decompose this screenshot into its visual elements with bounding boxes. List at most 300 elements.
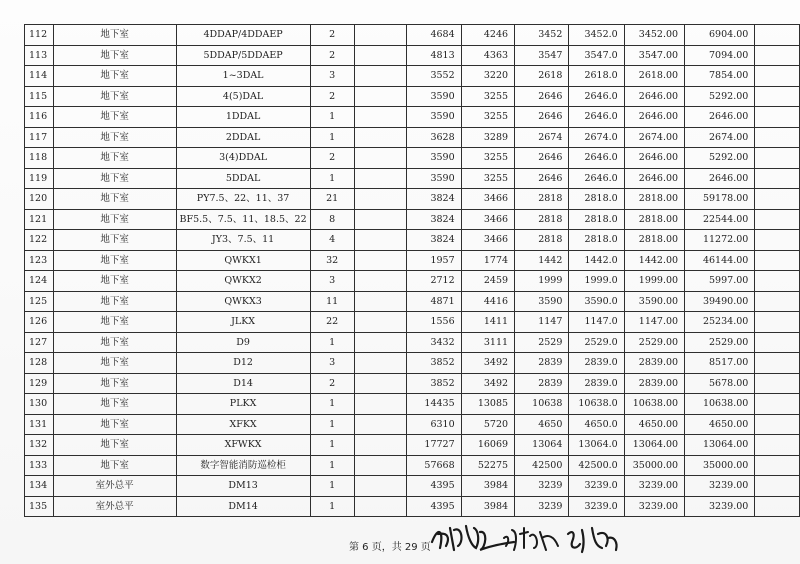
blank-cell [354, 291, 407, 312]
price-2-cell: 3466 [461, 230, 514, 251]
price-1-cell: 3590 [407, 148, 461, 169]
table-row [25, 66, 800, 87]
price-5-cell: 2646.00 [624, 86, 684, 107]
price-3-cell: 2839 [515, 353, 569, 374]
blank-cell [354, 271, 407, 292]
table-row [25, 394, 800, 415]
area-cell: 室外总平 [53, 476, 176, 497]
item-name-cell: 2DDAL [176, 127, 310, 148]
price-5-cell: 2674.00 [624, 127, 684, 148]
area-cell: 地下室 [53, 25, 176, 46]
total-cell: 5292.00 [685, 148, 755, 169]
table-row [25, 435, 800, 456]
price-1-cell: 4813 [407, 45, 461, 66]
price-5-cell: 3590.00 [624, 291, 684, 312]
item-name-cell: QWKX3 [176, 291, 310, 312]
price-3-cell: 2646 [515, 148, 569, 169]
empty-cell [755, 455, 800, 476]
price-2-cell: 2459 [461, 271, 514, 292]
price-3-cell: 2618 [515, 66, 569, 87]
total-cell: 6904.00 [685, 25, 755, 46]
blank-cell [354, 312, 407, 333]
price-4-cell: 2818.0 [569, 209, 624, 230]
area-cell: 地下室 [53, 230, 176, 251]
price-5-cell: 2646.00 [624, 168, 684, 189]
price-3-cell: 2646 [515, 168, 569, 189]
item-name-cell: XFKX [176, 414, 310, 435]
row-number-cell: 120 [25, 189, 54, 210]
price-3-cell: 10638 [515, 394, 569, 415]
price-2-cell: 3289 [461, 127, 514, 148]
blank-cell [354, 435, 407, 456]
table-row [25, 373, 800, 394]
empty-cell [755, 496, 800, 517]
price-4-cell: 2818.0 [569, 230, 624, 251]
area-cell: 地下室 [53, 168, 176, 189]
empty-cell [755, 394, 800, 415]
item-name-cell: PLKX [176, 394, 310, 415]
quantity-cell: 32 [310, 250, 354, 271]
item-name-cell: 4DDAP/4DDAEP [176, 25, 310, 46]
area-cell: 地下室 [53, 250, 176, 271]
price-5-cell: 2839.00 [624, 353, 684, 374]
price-3-cell: 1147 [515, 312, 569, 333]
price-4-cell: 2839.0 [569, 353, 624, 374]
table-row [25, 312, 800, 333]
total-cell: 59178.00 [685, 189, 755, 210]
empty-cell [755, 127, 800, 148]
item-name-cell: QWKX1 [176, 250, 310, 271]
total-cell: 5678.00 [685, 373, 755, 394]
empty-cell [755, 373, 800, 394]
row-number-cell: 117 [25, 127, 54, 148]
price-1-cell: 3552 [407, 66, 461, 87]
price-5-cell: 2839.00 [624, 373, 684, 394]
quantity-cell: 1 [310, 394, 354, 415]
price-2-cell: 3492 [461, 353, 514, 374]
row-number-cell: 129 [25, 373, 54, 394]
price-1-cell: 4871 [407, 291, 461, 312]
price-4-cell: 2529.0 [569, 332, 624, 353]
quantity-cell: 1 [310, 168, 354, 189]
price-4-cell: 3239.0 [569, 476, 624, 497]
blank-cell [354, 332, 407, 353]
area-cell: 地下室 [53, 66, 176, 87]
price-3-cell: 42500 [515, 455, 569, 476]
blank-cell [354, 45, 407, 66]
price-2-cell: 1411 [461, 312, 514, 333]
item-name-cell: 5DDAL [176, 168, 310, 189]
row-number-cell: 119 [25, 168, 54, 189]
area-cell: 地下室 [53, 435, 176, 456]
area-cell: 地下室 [53, 127, 176, 148]
table-row [25, 455, 800, 476]
blank-cell [354, 353, 407, 374]
item-name-cell: 3(4)DDAL [176, 148, 310, 169]
empty-cell [755, 332, 800, 353]
area-cell: 地下室 [53, 394, 176, 415]
empty-cell [755, 414, 800, 435]
price-5-cell: 10638.00 [624, 394, 684, 415]
price-5-cell: 3239.00 [624, 476, 684, 497]
quantity-cell: 1 [310, 455, 354, 476]
price-3-cell: 2818 [515, 230, 569, 251]
total-cell: 13064.00 [685, 435, 755, 456]
table-row [25, 476, 800, 497]
row-number-cell: 113 [25, 45, 54, 66]
price-2-cell: 3984 [461, 496, 514, 517]
price-1-cell: 3852 [407, 353, 461, 374]
price-1-cell: 3824 [407, 230, 461, 251]
price-1-cell: 6310 [407, 414, 461, 435]
price-1-cell: 14435 [407, 394, 461, 415]
area-cell: 地下室 [53, 312, 176, 333]
area-cell: 地下室 [53, 414, 176, 435]
item-name-cell: DM14 [176, 496, 310, 517]
quantity-cell: 3 [310, 66, 354, 87]
quantity-cell: 1 [310, 435, 354, 456]
table-row [25, 332, 800, 353]
price-4-cell: 42500.0 [569, 455, 624, 476]
area-cell: 地下室 [53, 189, 176, 210]
price-2-cell: 3111 [461, 332, 514, 353]
row-number-cell: 116 [25, 107, 54, 128]
quantity-cell: 2 [310, 373, 354, 394]
total-cell: 7094.00 [685, 45, 755, 66]
price-4-cell: 2674.0 [569, 127, 624, 148]
blank-cell [354, 230, 407, 251]
row-number-cell: 128 [25, 353, 54, 374]
total-cell: 8517.00 [685, 353, 755, 374]
area-cell: 地下室 [53, 455, 176, 476]
price-5-cell: 3452.00 [624, 25, 684, 46]
quantity-cell: 1 [310, 476, 354, 497]
price-5-cell: 3239.00 [624, 496, 684, 517]
signature-2 [500, 520, 562, 556]
blank-cell [354, 250, 407, 271]
price-5-cell: 2618.00 [624, 66, 684, 87]
price-3-cell: 3590 [515, 291, 569, 312]
price-1-cell: 17727 [407, 435, 461, 456]
area-cell: 地下室 [53, 86, 176, 107]
blank-cell [354, 496, 407, 517]
total-cell: 22544.00 [685, 209, 755, 230]
quantity-cell: 2 [310, 86, 354, 107]
empty-cell [755, 107, 800, 128]
table-row [25, 189, 800, 210]
quantity-cell: 3 [310, 271, 354, 292]
price-3-cell: 2818 [515, 189, 569, 210]
table-row [25, 209, 800, 230]
signature-3 [562, 520, 622, 560]
quantity-cell: 22 [310, 312, 354, 333]
row-number-cell: 118 [25, 148, 54, 169]
table-row [25, 250, 800, 271]
quantity-cell: 11 [310, 291, 354, 312]
area-cell: 地下室 [53, 271, 176, 292]
table-row [25, 496, 800, 517]
area-cell: 地下室 [53, 148, 176, 169]
quantity-cell: 3 [310, 353, 354, 374]
table-row [25, 291, 800, 312]
quantity-cell: 1 [310, 414, 354, 435]
price-2-cell: 3255 [461, 168, 514, 189]
area-cell: 地下室 [53, 291, 176, 312]
price-1-cell: 1556 [407, 312, 461, 333]
row-number-cell: 134 [25, 476, 54, 497]
item-name-cell: DM13 [176, 476, 310, 497]
price-4-cell: 3547.0 [569, 45, 624, 66]
price-5-cell: 1999.00 [624, 271, 684, 292]
price-1-cell: 3590 [407, 107, 461, 128]
total-cell: 46144.00 [685, 250, 755, 271]
total-cell: 3239.00 [685, 476, 755, 497]
quantity-cell: 2 [310, 45, 354, 66]
item-name-cell: 1~3DAL [176, 66, 310, 87]
total-cell: 10638.00 [685, 394, 755, 415]
price-1-cell: 4395 [407, 476, 461, 497]
total-cell: 35000.00 [685, 455, 755, 476]
price-4-cell: 2646.0 [569, 107, 624, 128]
item-name-cell: D12 [176, 353, 310, 374]
table-row [25, 168, 800, 189]
total-cell: 3239.00 [685, 496, 755, 517]
blank-cell [354, 476, 407, 497]
blank-cell [354, 168, 407, 189]
blank-cell [354, 148, 407, 169]
row-number-cell: 126 [25, 312, 54, 333]
total-cell: 4650.00 [685, 414, 755, 435]
price-4-cell: 2618.0 [569, 66, 624, 87]
table-row [25, 271, 800, 292]
row-number-cell: 131 [25, 414, 54, 435]
item-name-cell: 5DDAP/5DDAEP [176, 45, 310, 66]
row-number-cell: 133 [25, 455, 54, 476]
price-3-cell: 4650 [515, 414, 569, 435]
empty-cell [755, 271, 800, 292]
price-5-cell: 2646.00 [624, 107, 684, 128]
price-1-cell: 3590 [407, 168, 461, 189]
blank-cell [354, 455, 407, 476]
price-2-cell: 16069 [461, 435, 514, 456]
price-2-cell: 3492 [461, 373, 514, 394]
price-1-cell: 3852 [407, 373, 461, 394]
blank-cell [354, 25, 407, 46]
price-4-cell: 1147.0 [569, 312, 624, 333]
price-4-cell: 3452.0 [569, 25, 624, 46]
total-cell: 11272.00 [685, 230, 755, 251]
price-2-cell: 5720 [461, 414, 514, 435]
row-number-cell: 121 [25, 209, 54, 230]
item-name-cell: QWKX2 [176, 271, 310, 292]
quantity-cell: 8 [310, 209, 354, 230]
price-3-cell: 2646 [515, 86, 569, 107]
price-2-cell: 3220 [461, 66, 514, 87]
total-cell: 5997.00 [685, 271, 755, 292]
row-number-cell: 125 [25, 291, 54, 312]
price-4-cell: 2646.0 [569, 86, 624, 107]
quantity-cell: 1 [310, 107, 354, 128]
price-3-cell: 1999 [515, 271, 569, 292]
quantity-cell: 2 [310, 148, 354, 169]
price-4-cell: 3590.0 [569, 291, 624, 312]
price-3-cell: 3239 [515, 496, 569, 517]
blank-cell [354, 189, 407, 210]
empty-cell [755, 209, 800, 230]
empty-cell [755, 291, 800, 312]
price-2-cell: 13085 [461, 394, 514, 415]
row-number-cell: 123 [25, 250, 54, 271]
price-4-cell: 13064.0 [569, 435, 624, 456]
quantity-cell: 21 [310, 189, 354, 210]
price-4-cell: 2646.0 [569, 148, 624, 169]
price-4-cell: 1999.0 [569, 271, 624, 292]
table-row [25, 414, 800, 435]
area-cell: 地下室 [53, 107, 176, 128]
price-2-cell: 3255 [461, 148, 514, 169]
price-2-cell: 4363 [461, 45, 514, 66]
area-cell: 室外总平 [53, 496, 176, 517]
table-row [25, 148, 800, 169]
empty-cell [755, 476, 800, 497]
price-3-cell: 3452 [515, 25, 569, 46]
row-number-cell: 124 [25, 271, 54, 292]
quantity-cell: 1 [310, 496, 354, 517]
table-row [25, 86, 800, 107]
empty-cell [755, 86, 800, 107]
price-4-cell: 2646.0 [569, 168, 624, 189]
empty-cell [755, 230, 800, 251]
item-name-cell: D9 [176, 332, 310, 353]
price-1-cell: 3432 [407, 332, 461, 353]
price-4-cell: 1442.0 [569, 250, 624, 271]
row-number-cell: 122 [25, 230, 54, 251]
area-cell: 地下室 [53, 209, 176, 230]
empty-cell [755, 45, 800, 66]
price-1-cell: 57668 [407, 455, 461, 476]
price-5-cell: 2818.00 [624, 209, 684, 230]
item-name-cell: D14 [176, 373, 310, 394]
total-cell: 2646.00 [685, 168, 755, 189]
table-row [25, 230, 800, 251]
price-5-cell: 3547.00 [624, 45, 684, 66]
quantity-cell: 1 [310, 332, 354, 353]
table-body [25, 25, 800, 517]
price-3-cell: 2839 [515, 373, 569, 394]
table-row [25, 25, 800, 46]
price-2-cell: 3984 [461, 476, 514, 497]
area-cell: 地下室 [53, 332, 176, 353]
price-3-cell: 2646 [515, 107, 569, 128]
item-name-cell: PY7.5、22、11、37 [176, 189, 310, 210]
price-3-cell: 3239 [515, 476, 569, 497]
item-name-cell: BF5.5、7.5、11、18.5、22 [176, 209, 310, 230]
item-name-cell: 数字智能消防巡检柜 [176, 455, 310, 476]
area-cell: 地下室 [53, 45, 176, 66]
row-number-cell: 112 [25, 25, 54, 46]
price-4-cell: 4650.0 [569, 414, 624, 435]
total-cell: 7854.00 [685, 66, 755, 87]
price-2-cell: 3255 [461, 107, 514, 128]
price-5-cell: 2818.00 [624, 189, 684, 210]
price-2-cell: 52275 [461, 455, 514, 476]
item-name-cell: 1DDAL [176, 107, 310, 128]
price-3-cell: 2818 [515, 209, 569, 230]
empty-cell [755, 189, 800, 210]
price-3-cell: 2674 [515, 127, 569, 148]
item-name-cell: JY3、7.5、11 [176, 230, 310, 251]
price-5-cell: 13064.00 [624, 435, 684, 456]
price-5-cell: 1147.00 [624, 312, 684, 333]
price-5-cell: 35000.00 [624, 455, 684, 476]
row-number-cell: 132 [25, 435, 54, 456]
price-5-cell: 4650.00 [624, 414, 684, 435]
row-number-cell: 127 [25, 332, 54, 353]
empty-cell [755, 148, 800, 169]
area-cell: 地下室 [53, 353, 176, 374]
quantity-cell: 4 [310, 230, 354, 251]
price-3-cell: 13064 [515, 435, 569, 456]
blank-cell [354, 66, 407, 87]
price-3-cell: 1442 [515, 250, 569, 271]
empty-cell [755, 25, 800, 46]
total-cell: 5292.00 [685, 86, 755, 107]
quantity-cell: 1 [310, 127, 354, 148]
price-5-cell: 2529.00 [624, 332, 684, 353]
table-row [25, 45, 800, 66]
area-cell: 地下室 [53, 373, 176, 394]
blank-cell [354, 209, 407, 230]
blank-cell [354, 107, 407, 128]
price-1-cell: 4684 [407, 25, 461, 46]
row-number-cell: 115 [25, 86, 54, 107]
price-4-cell: 10638.0 [569, 394, 624, 415]
price-2-cell: 4416 [461, 291, 514, 312]
total-cell: 2674.00 [685, 127, 755, 148]
price-table [24, 24, 800, 517]
row-number-cell: 114 [25, 66, 54, 87]
price-1-cell: 4395 [407, 496, 461, 517]
table-row [25, 353, 800, 374]
price-3-cell: 2529 [515, 332, 569, 353]
table-row [25, 107, 800, 128]
price-4-cell: 3239.0 [569, 496, 624, 517]
price-5-cell: 2646.00 [624, 148, 684, 169]
price-1-cell: 3824 [407, 209, 461, 230]
table-row [25, 127, 800, 148]
row-number-cell: 135 [25, 496, 54, 517]
price-1-cell: 3824 [407, 189, 461, 210]
item-name-cell: XFWKX [176, 435, 310, 456]
price-1-cell: 3590 [407, 86, 461, 107]
price-2-cell: 1774 [461, 250, 514, 271]
price-5-cell: 2818.00 [624, 230, 684, 251]
blank-cell [354, 86, 407, 107]
blank-cell [354, 394, 407, 415]
empty-cell [755, 353, 800, 374]
blank-cell [354, 127, 407, 148]
price-4-cell: 2818.0 [569, 189, 624, 210]
total-cell: 2646.00 [685, 107, 755, 128]
price-2-cell: 4246 [461, 25, 514, 46]
price-1-cell: 1957 [407, 250, 461, 271]
total-cell: 25234.00 [685, 312, 755, 333]
price-2-cell: 3255 [461, 86, 514, 107]
price-4-cell: 2839.0 [569, 373, 624, 394]
price-3-cell: 3547 [515, 45, 569, 66]
row-number-cell: 130 [25, 394, 54, 415]
empty-cell [755, 66, 800, 87]
